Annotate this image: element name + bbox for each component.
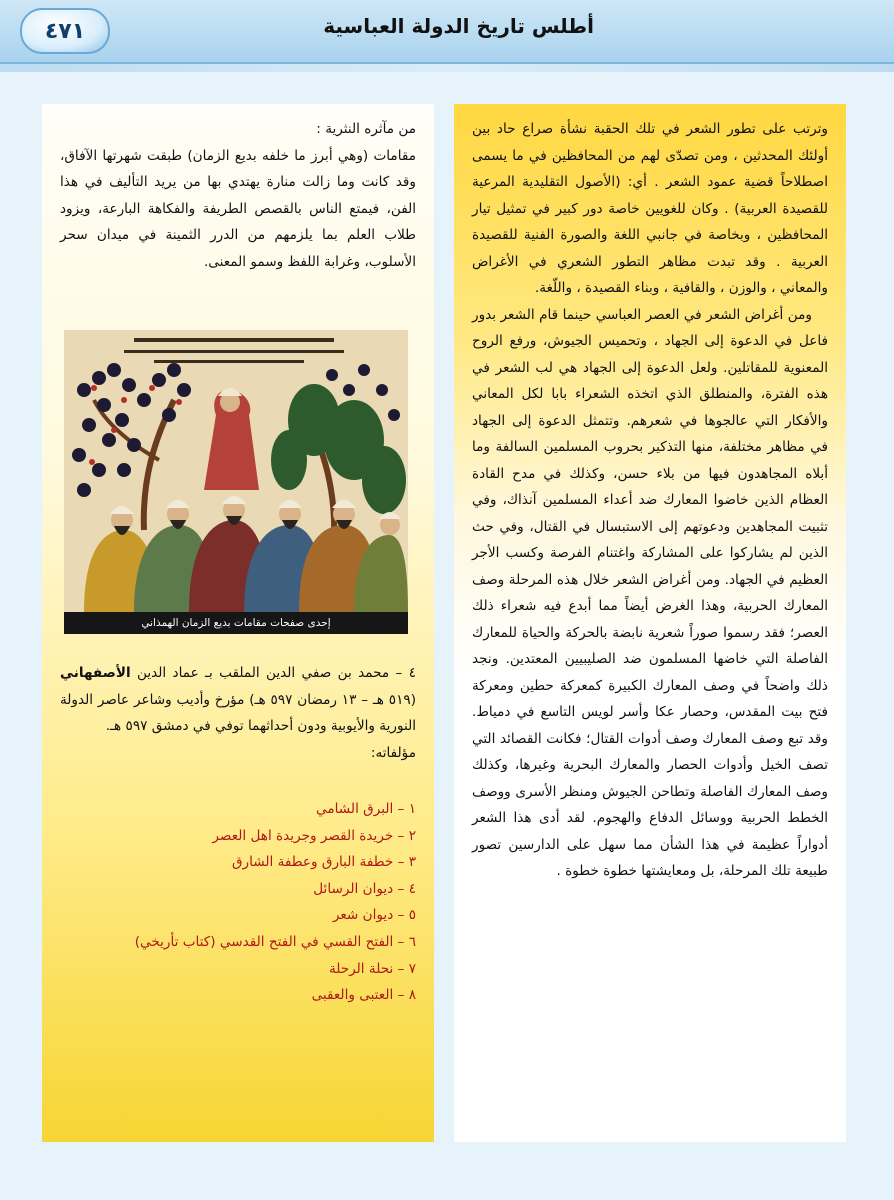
header-band [0, 64, 894, 72]
list-item: ٤ – ديوان الرسائل [313, 880, 416, 897]
list-item: ١ – البرق الشامي [316, 801, 416, 817]
paragraph-jihad-poetry: ومن أغراض الشعر في العصر العباسي حينما قام الشعر بدور فاعل في الدعوة إلى الجهاد ، وتحميس الجيوش، ورفع الروح المعنوية للمقاتلين. ولعل الدعوة إلى الجهاد هي لب الشعر في هذه الفترة، والمنطلق الذي اتخذه الشعراء بابا لكل المعاني والأفكار التي عالجوها في شعرهم. وتتمثل الدعوة إلى الجهاد في مظاهر مختلفة، منها التذكير بحروب المسلمين السالفة وما أبلاه المجاهدون فيها من بلاء حسن، وكذلك في مدح القادة العظام الذين خاضوا المعارك ضد أعداء المسلمين آنذاك، وفي تثبيت المجاهدين ودعوتهم إلى الاستبسال في القتال، وفي حث الذين لم يشاركوا على المشاركة واغتنام الفرصة وكسب الأجر العظيم في الجهاد. ومن أغراض الشعر خلال هذه المرحلة وصف المعارك الحربية، وهذا الغرض أيضاً مما أبدع فيه شعراء ذلك العصر؛ فقد رسموا صوراً شعرية نابضة بالحركة والحياة للمعارك الفاصلة التي خاضها المسلمون ضد الصليبيين المعتدين. ونجد ذلك واضحاً في وصف المعارك الكبيرة كمعركة حطين ومعركة فتح بيت المقدس، وحصار عكا وأسر لويس التاسع في دمياط. وقد تبع وصف المعارك وصف أدوات القتال؛ فكانت القصائد التي تصف الخيل وأدوات الحصار والمعارك البحرية وغيرها، وكذلك وصف المعارك الفاصلة وتطاحن الجيوش ومنظر الأسرى ووصف الخطط الحربية ووسائل الدفاع والهجوم. لقد أدى هذا الشعر أدواراً عظيمة في هذا الشأن مما سهل على الدارسين تصور طبيعة تلك المرحلة، بل ومعايشتها خطوة خطوة . [472, 306, 828, 879]
intro-heading: من مآثره النثرية : [316, 121, 416, 137]
bio-paragraph [60, 660, 416, 740]
page-title: أطلس تاريخ الدولة العباسية [323, 14, 594, 38]
left-intro [60, 116, 416, 275]
list-item: ٣ – خطفة البارق وعطفة الشارق [232, 854, 416, 871]
list-item: ٦ – الفتح القسي في الفتح القدسي (كتاب تأريخي) [134, 933, 416, 950]
bio-name: الأصفهاني [60, 665, 131, 681]
intro-text: مقامات (وهي أبرز ما خلفه بديع الزمان) طبقت شهرتها الآفاق، وقد كانت وما زالت منارة يهتدي بها من يريد التأليف في هذا الفن، فيمتع الناس بالقصص الطريفة والفكاهة البارعة، ويزود طلاب العلم بما يلزمهم من الدرر الثمينة في ميدان سحر الأسلوب، وغرابة اللفظ وسمو المعنى. [60, 147, 416, 270]
image-caption: إحدى صفحات مقامات بديع الزمان الهمذاني [64, 612, 408, 634]
works-heading: مؤلفاته: [370, 744, 416, 761]
manuscript-painting [64, 330, 408, 612]
page-number-badge: ٤٧١ [20, 8, 110, 54]
manuscript-illustration [64, 330, 408, 634]
list-item: ٨ – العتبى والعقبى [311, 987, 416, 1004]
author-biography [60, 660, 416, 766]
paragraph-dispute: وترتب على تطور الشعر في تلك الحقبة نشأة صراع حاد بين أولئك المحدثين ، ومن تصدّى لهم من المحافظين في ما يسمى اصطلاحاً قضية عمود الشعر . أي: (الأصول التقليدية المرعية للقصيدة العربية) . وكان للغويين خاصة دور كبير في تمثيل تيار المحافظين ، وبخاصة في جانبي اللغة والصورة الفنية للقصيدة العربية . وقد تبدت مظاهر التطور الشعري في الأغراض والمعاني ، والوزن ، والقافية ، وبناء القصيدة ، واللّغة. [472, 121, 828, 296]
bio-prefix: ٤ – محمد بن صفي الدين الملقب بـ عماد الدين [130, 665, 416, 681]
works-list [60, 796, 416, 1009]
page-header [0, 0, 894, 64]
list-item: ٢ – خريدة القصر وجريدة اهل العصر [212, 827, 416, 844]
list-item: ٥ – ديوان شعر [332, 907, 416, 924]
right-column-text [472, 116, 828, 885]
bio-text: (٥١٩ هـ – ١٣ رمضان ٥٩٧ هـ) مؤرخ وأديب وشاعر عاصر الدولة النورية والأيوبية ودون أحداثهما توفي في دمشق ٥٩٧ هـ. [60, 691, 416, 734]
list-item: ٧ – نحلة الرحلة [328, 960, 416, 977]
